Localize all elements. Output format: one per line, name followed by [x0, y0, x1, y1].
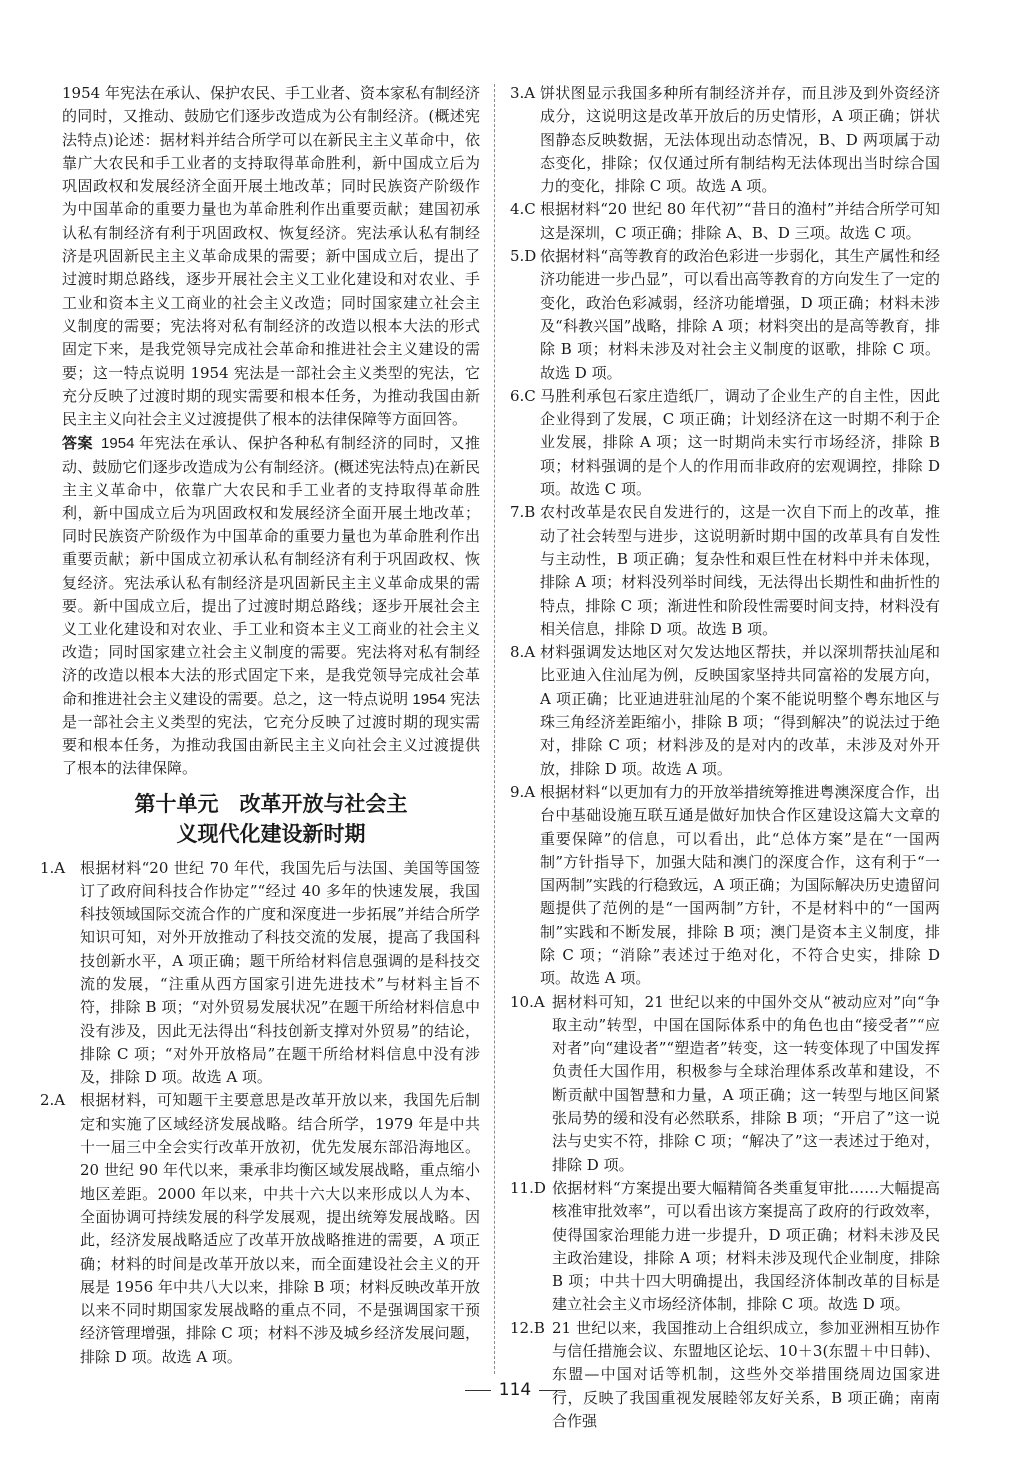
answer-paragraph	[62, 432, 480, 780]
answer-item-1	[40, 857, 480, 1090]
column-divider	[494, 84, 495, 1374]
item-text: 依据材料“高等教育的政治色彩进一步弱化，其生产属性和经济功能进一步凸显”，可以看出高等教育的方向发生了一定的变化，政治色彩减弱，经济功能增强，D 项正确；材料未涉及“科教兴国”战略，排除 A 项；材料突出的是高等教育，排除 B 项；材料未涉及对社会主义制度的讴歌，排除 C 项。故选 D 项。	[540, 247, 940, 382]
item-number: 5.D	[510, 247, 537, 266]
answer-item-3	[510, 82, 940, 198]
unit-title	[62, 789, 480, 849]
analysis-paragraph: 1954 年宪法在承认、保护农民、手工业者、资本家私有制经济的同时，又推动、鼓励它们逐步改造成为公有制经济。(概述宪法特点)论述：据材料并结合所学可以在新民主主义革命中，依靠广大农民和手工业者的支持取得革命胜利，新中国成立后为巩固政权和发展经济全面开展土地改革；同时民族资产阶级作为中国革命的重要力量也为革命胜利作出重要贡献；建国初承认私有制经济有利于巩固政权、恢复经济。宪法承认私有制经济是巩固新民主主义革命成果的需要；新中国成立后，提出了过渡时期总路线，逐步开展社会主义工业化建设和对农业、手工业和资本主义工商业的社会主义改造；同时国家建立社会主义制度的需要；宪法将对私有制经济的改造以根本大法的形式固定下来，是我党领导完成社会革命和推进社会主义建设的需要；这一特点说明 1954 宪法是一部社会主义类型的宪法，它充分反映了过渡时期的现实需要和根本任务，为推动我国由新民主主义向社会主义过渡提供了根本的法律保障等方面回答。	[62, 84, 480, 429]
item-text: 材料强调发达地区对欠发达地区帮扶，并以深圳帮扶汕尾和比亚迪入住汕尾为例，反映国家坚持共同富裕的发展方向，A 项正确；比亚迪进驻汕尾的个案不能说明整个粤东地区与珠三角经济差距缩小，排除 B 项；“得到解决”的说法过于绝对，排除 C 项；材料涉及的是对内的改革，未涉及对外开放，排除 D 项。故选 A 项。	[540, 643, 940, 778]
item-number: 1.A	[40, 858, 66, 877]
page-footer	[0, 1380, 1030, 1400]
item-text: 马胜利承包石家庄造纸厂，调动了企业生产的自主性，因此企业得到了发展，C 项正确；计划经济在这一时期不利于企业发展，排除 A 项；这一时期尚未实行市场经济，排除 B 项；材料强调的是个人的作用而非政府的宏观调控，排除 D 项。故选 C 项。	[540, 386, 940, 499]
item-number: 2.A	[40, 1091, 66, 1110]
item-text: 饼状图显示我国多种所有制经济并存，而且涉及到外资经济成分，这说明这是改革开放后的历史情形，A 项正确；饼状图静态反映数据，无法体现出动态情况，B、D 两项属于动态变化，排除；仅仅通过所有制结构无法体现出当时综合国力的变化，排除 C 项。故选 A 项。	[540, 84, 940, 196]
item-text: 根据材料，可知题干主要意思是改革开放以来，我国先后制定和实施了区域经济发展战略。结合所学，1979 年是中共十一届三中全会实行改革开放初，优先发展东部沿海地区。20 世纪 90 年代以来，秉承非均衡区域发展战略，重点缩小地区差距。2000 年以来，中共十六大以来形成以人为本、全面协调可持续发展的科学发展观，提出统筹发展战略。因此，经济发展战略适应了改革开放战略推进的需要，A 项正确；材料的时间是改革开放以来，而全面建设社会主义的开展是 1956 年中共八大以来，排除 B 项；材料反映改革开放以来不同时期国家发展战略的重点不同，不是强调国家干预经济管理增强，排除 C 项；材料不涉及城乡经济发展问题，排除 D 项。故选 A 项。	[80, 1091, 480, 1366]
page-number: 114	[498, 1380, 532, 1400]
answer-item-9	[510, 781, 940, 991]
item-text: 根据材料“以更加有力的开放举措统筹推进粤澳深度合作，出台中基础设施互联互通是做好加快合作区建设这篇大文章的重要保障”的信息，可以看出，此“总体方案”是在“一国两制”方针指导下，加强大陆和澳门的深度合作，这有利于“一国两制”实践的行稳致远，A 项正确；为国际解决历史遗留问题提供了范例的是“一国两制”方针，不是材料中的“一国两制”实践和不断发展，排除 B 项；澳门是资本主义制度，排除 C 项；“消除”表述过于绝对化，不符合史实，排除 D 项。故选 A 项。	[540, 782, 940, 988]
item-number: 7.B	[510, 503, 536, 522]
footer-dash-left	[465, 1390, 491, 1391]
answer-item-11	[510, 1177, 940, 1317]
item-number: 6.C	[510, 386, 536, 405]
answer-item-2	[40, 1089, 480, 1369]
answer-item-12	[510, 1317, 940, 1433]
answer-item-8	[510, 641, 940, 781]
item-text: 根据材料“20 世纪 80 年代初”“昔日的渔村”并结合所学可知这是深圳，C 项正确；排除 A、B、D 三项。故选 C 项。	[540, 200, 940, 242]
item-number: 11.D	[510, 1178, 546, 1197]
unit-title-line-2: 义现代化建设新时期	[176, 821, 366, 846]
answer-item-5	[510, 245, 940, 385]
item-number: 10.A	[510, 992, 545, 1011]
footer-dash-right	[539, 1390, 565, 1391]
item-text: 据材料可知，21 世纪以来的中国外交从“被动应对”向“争取主动”转型，中国在国际体系中的角色也由“接受者”“应对者”向“建设者”“塑造者”转变，这一转变体现了中国发挥负责任大国作用，积极参与全球治理体系改革和建设，不断贡献中国智慧和力量，A 项正确；这一转型与地区间紧张局势的缓和没有必然联系，排除 B 项；“开启了”这一说法与史实不符，排除 C 项；“解决了”这一表述过于绝对，排除 D 项。	[552, 992, 940, 1174]
item-text: 根据材料“20 世纪 70 年代，我国先后与法国、美国等国签订了政府间科技合作协定”“经过 40 多年的快速发展，我国科技领域国际交流合作的广度和深度进一步拓展”并结合所学知识可知，对外开放推动了科技交流的发展，提高了我国科技创新水平，A 项正确；题干所给材料信息强调的是科技交流的发展，“注重从西方国家引进先进技术”与材料主旨不符，排除 B 项；“对外贸易发展状况”在题干所给材料信息中没有涉及，因此无法得出“科技创新支撑对外贸易”的结论，排除 C 项；“对外开放格局”在题干所给材料信息中没有涉及，排除 D 项。故选 A 项。	[80, 858, 480, 1087]
answer-item-7	[510, 501, 940, 641]
item-number: 3.A	[510, 84, 536, 102]
item-number: 8.A	[510, 643, 536, 662]
answer-label: 答案	[62, 434, 94, 453]
answer-text: 1954 年宪法在承认、保护各种私有制经济的同时，又推动、鼓励它们逐步改造成为公有制经济。(概述宪法特点)在新民主主义革命中，依靠广大农民和手工业者的支持取得革命胜利，新中国成立后为巩固政权和发展经济全面开展土地改革；同时民族资产阶级作为中国革命的重要力量也为革命胜利作出重要贡献；新中国成立初承认私有制经济有利于巩固政权、恢复经济。宪法承认私有制经济是巩固新民主主义革命成果的需要。新中国成立后，提出了过渡时期总路线；逐步开展社会主义工业化建设和对农业、手工业和资本主义工商业的社会主义改造；同时国家建立社会主义制度的需要。宪法将对私有制经济的改造以根本大法的形式固定下来，是我党领导完成社会革命和推进社会主义建设的需要。总之，这一特点说明 1954 宪法是一部社会主义类型的宪法，它充分反映了过渡时期的现实需要和根本任务，为推动我国由新民主主义向社会主义过渡提供了根本的法律保障。	[62, 435, 480, 778]
left-column	[40, 82, 480, 1369]
unit-title-line-1: 第十单元 改革开放与社会主	[134, 791, 408, 816]
answer-item-4	[510, 198, 940, 245]
item-number: 12.B	[510, 1318, 545, 1337]
answer-item-10	[510, 991, 940, 1177]
item-number: 4.C	[510, 200, 536, 219]
item-text: 依据材料“方案提出要大幅精简各类重复审批……大幅提高核准审批效率”，可以看出该方案提高了政府的行政效率，使得国家治理能力进一步提升，D 项正确；材料未涉及民主政治建设，排除 A 项；材料未涉及现代企业制度，排除 B 项；中共十四大明确提出，我国经济体制改革的目标是建立社会主义市场经济体制，排除 C 项。故选 D 项。	[552, 1178, 940, 1314]
right-column	[510, 82, 940, 1433]
item-text: 农村改革是农民自发进行的，这是一次自下而上的改革，推动了社会转型与进步，这说明新时期中国的改革具有自发性与主动性，B 项正确；复杂性和艰巨性在材料中并未体现，排除 A 项；材料没列举时间线，无法得出长期性和曲折性的特点，排除 C 项；渐进性和阶段性需要时间支持，材料没有相关信息，排除 D 项。故选 B 项。	[540, 503, 940, 638]
answer-item-6	[510, 385, 940, 501]
item-number: 9.A	[510, 782, 536, 801]
item-text: 21 世纪以来，我国推动上合组织成立，参加亚洲相互协作与信任措施会议、东盟地区论坛、10＋3(东盟＋中日韩)、东盟—中国对话等机制，这些外交举措围绕周边国家进行，反映了我国重视发展睦邻友好关系，B 项正确；南南合作强	[552, 1318, 940, 1430]
